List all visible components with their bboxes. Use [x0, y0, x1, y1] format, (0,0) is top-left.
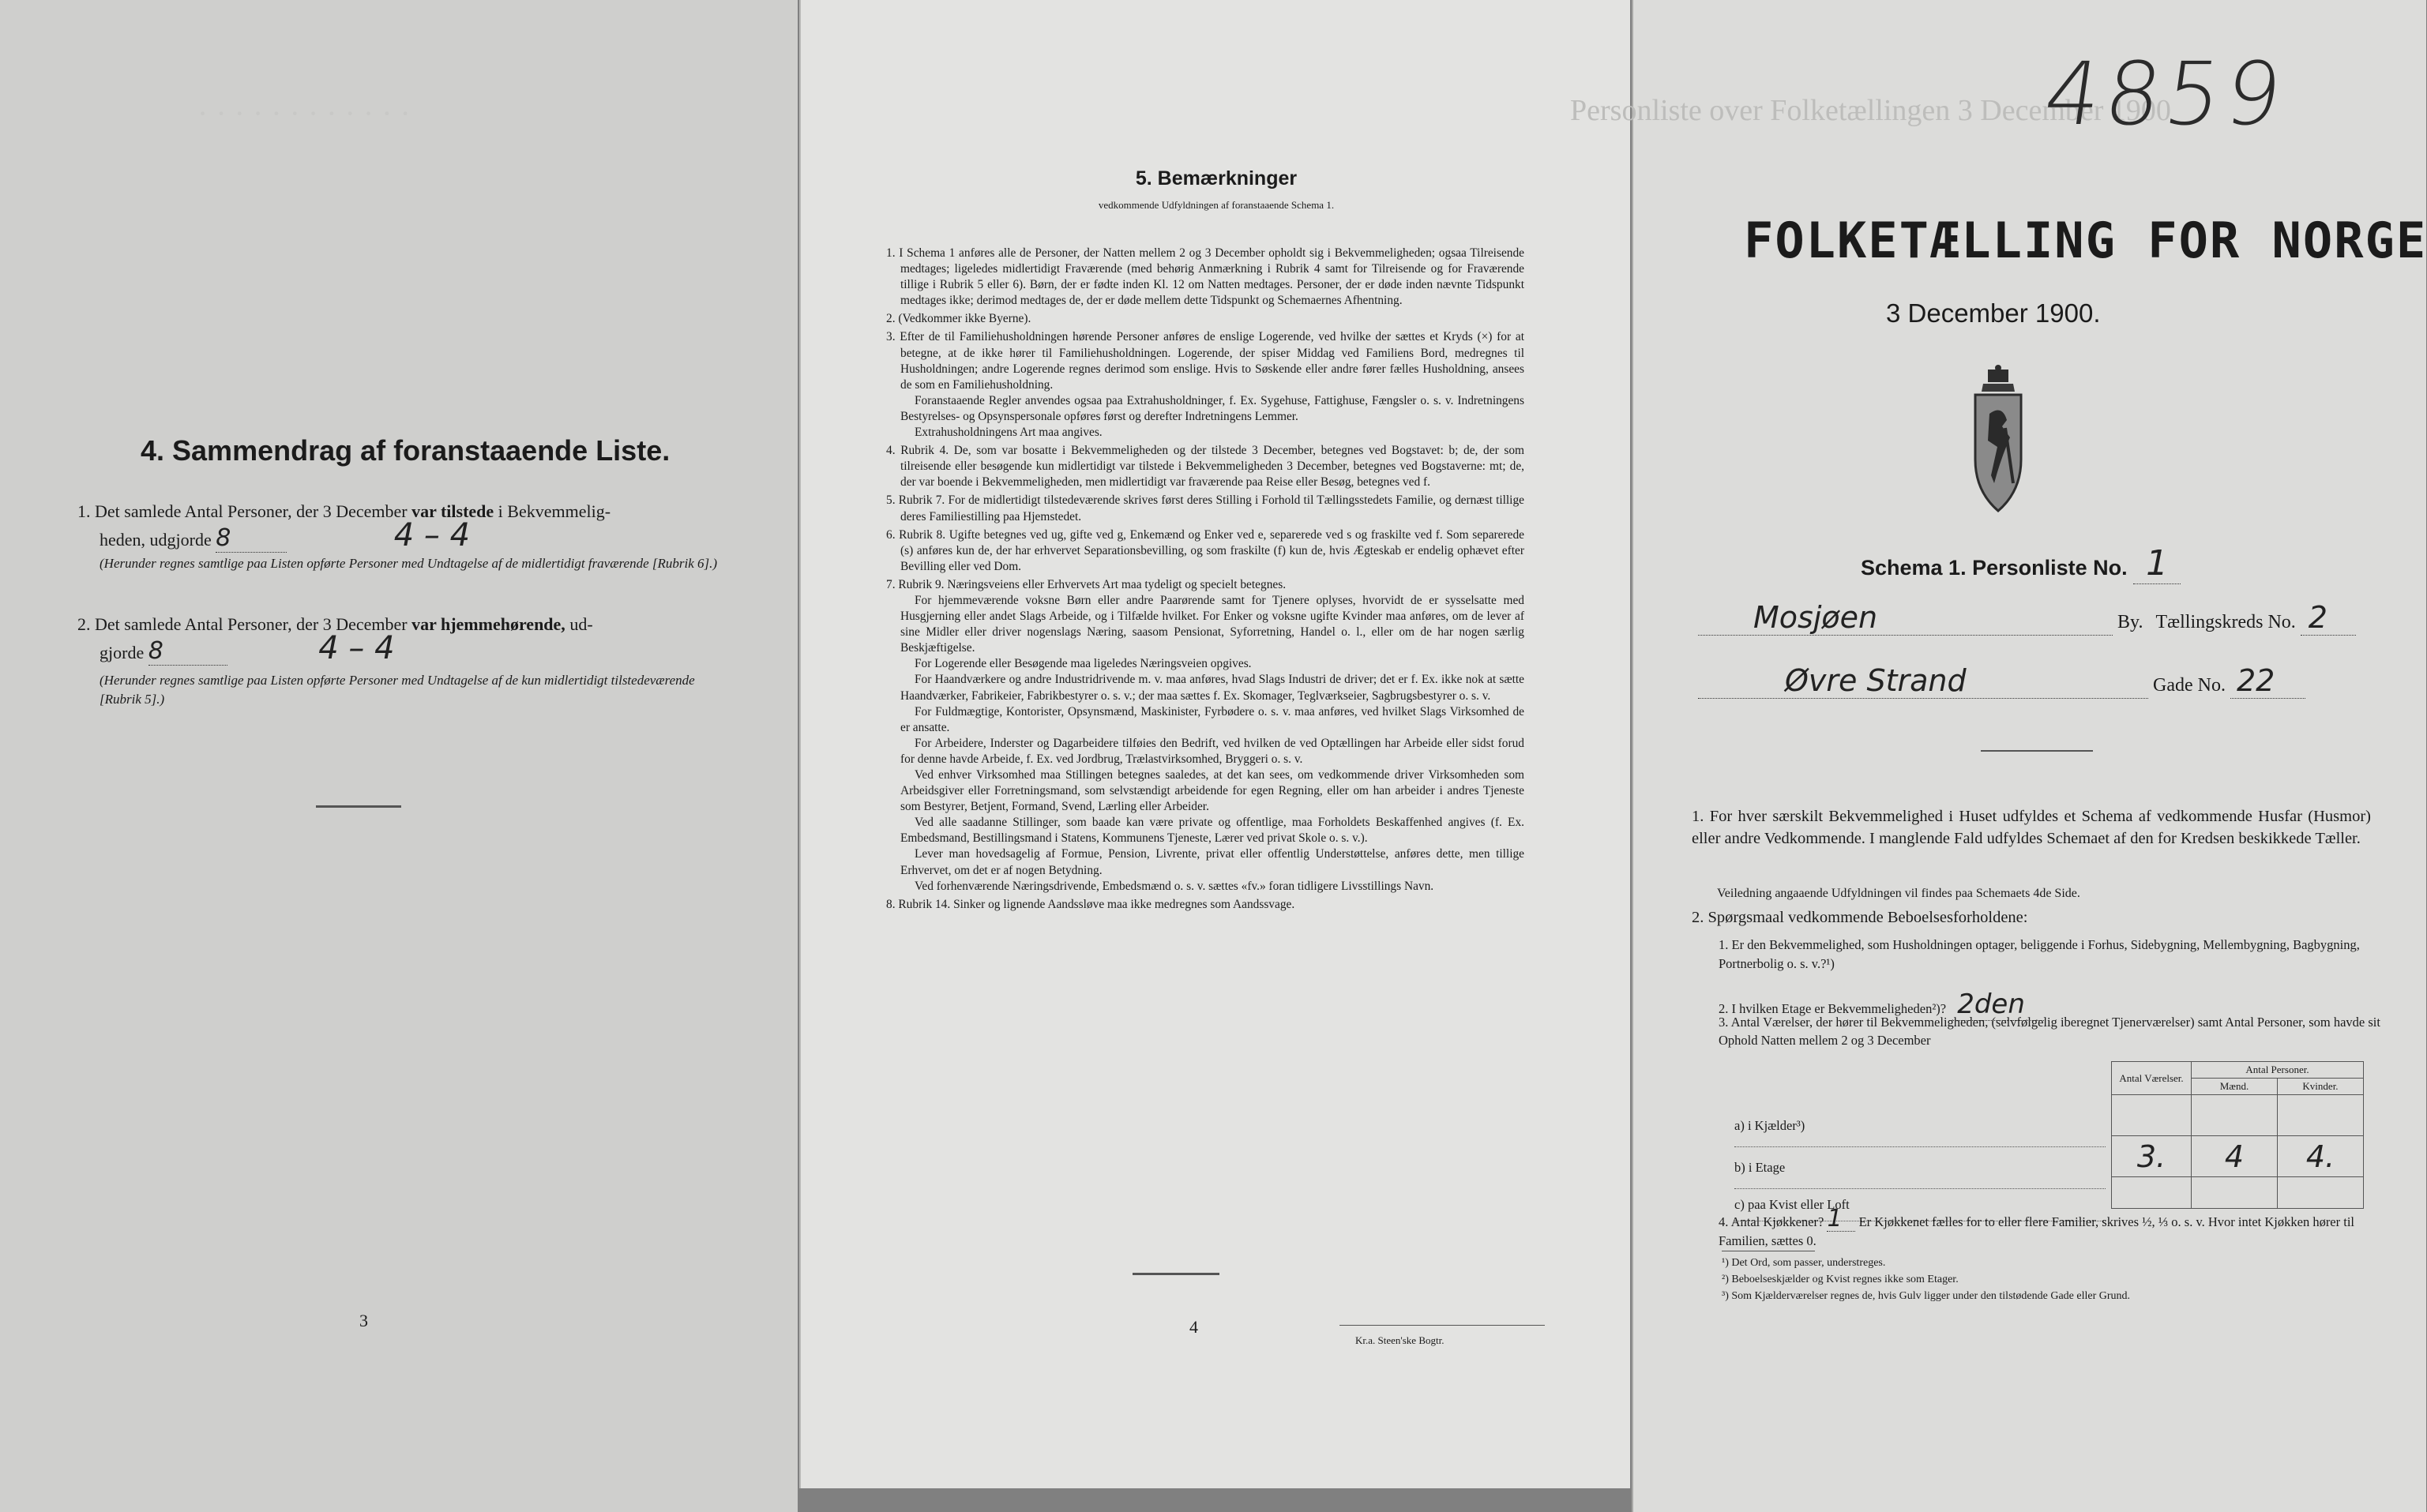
table-row [2112, 1095, 2364, 1136]
handwritten-by: Mosjøen [1753, 600, 1878, 635]
rooms-table [2111, 1061, 2364, 1209]
handwritten-total-1: 8 [216, 524, 231, 552]
remark-paragraph: 6. Rubrik 8. Ugifte betegnes ved ug, gifte ved g, Enkemænd og Enker ved e, separerede ved s og fraskilte ved f. Som separerede (s) anføres kun de, der har erhvervet Separationsbevilling, og som fraskilte (f) kun de, hvis Ægteskab er endelig ophævet efter Bevilling eller ved Dom. [886, 527, 1524, 573]
col-women: Kvinder. [2278, 1079, 2364, 1095]
instruction-2: 2. Spørgsmaal vedkommende Beboelsesforholdene: [1692, 909, 2028, 926]
remark-paragraph: Ved alle saadanne Stillinger, som baade kan være private og offentlige, maa Forholdets Beskaffenhed angives (f. Ex. Embedsmand, Bestillingsmand i Statens, Kommunens Tjeneste, Lærer ved privat Skole o. s. v.). [900, 816, 1524, 846]
remark-paragraph: For Logerende eller Besøgende maa ligeledes Næringsveien opgives. [915, 657, 1252, 671]
page-3 [0, 0, 798, 1512]
remarks-list [886, 243, 1524, 913]
schema-line: Schema 1. Personliste No. 1 [1861, 543, 2181, 584]
remark-paragraph: 4. Rubrik 4. De, som var bosatte i Bekvemmeligheden og der tilstede 3 December, betegnes ved Bogstavet: b; de, der som tilreisende eller besøgende kun midlertidigt var tilstede i Bekvemmeligheden 3 December, betegnes ved Bogstaverne: mt; de, der var boende i Bekvemmeligheden, men midlertidigt var fraværende paa Reise eller Besøg, betegnes ved f. [886, 444, 1524, 490]
handwritten-kitchens: 1 [1827, 1205, 1843, 1232]
question-1: 1. Er den Bekvemmelighed, som Husholdningen optager, beliggende i Forhus, Sidebygning, Mellembygning, Bagbygning, Portnerbolig o. s. v.?¹) [1719, 937, 2360, 971]
remark-paragraph: For Haandværkere og andre Industridrivende m. v. maa anføres, hvad Slags Industri de driver; det er f. Ex. ikke nok at sætte Haandværker, Fabrikeier, Fabrikbestyrer o. s. v.; der maa sættes f. Ex. Skomager, Teglværkseier, Sagbrugsbestyrer o. s. v. [900, 673, 1524, 703]
coat-of-arms-icon [1971, 365, 2026, 519]
footnote-1: ¹) Det Ord, som passer, understreges. [1722, 1257, 1886, 1269]
archive-number: 4859 [2038, 43, 2293, 144]
page-4 [799, 0, 1630, 1488]
remarks-subheading: vedkommende Udfyldningen af foranstaaende Schema 1. [1098, 199, 1335, 211]
form-title: FOLKETÆLLING FOR NORGE [1744, 212, 2427, 269]
remark-paragraph: Lever man hovedsagelig af Formue, Pension, Livrente, privat eller offentlig Understøttelse, anføres dette, men tillige Erhvervet, om det er af nogen Betydning. [900, 847, 1524, 877]
summary-note-1: (Herunder regnes samtlige paa Listen opførte Personer med Undtagelse af de midlertidigt fraværende [Rubrik 6].) [100, 556, 718, 571]
remark-paragraph: Foranstaaende Regler anvendes ogsaa paa Extrahusholdninger, f. Ex. Sygehuse, Fattighuse, Fængsler o. s. v. Indretningens Bestyrelses- og Opsynspersonale opføres først og derefter Indretningens Lemmer. [900, 393, 1524, 423]
page-number-3: 3 [359, 1311, 368, 1330]
remark-paragraph: 5. Rubrik 7. For de midlertidigt tilstedeværende skrives først deres Stilling i Forhold til Tællingsstedets Familie, og dernæst tillige deres Familiestilling paa Hjemstedet. [886, 493, 1524, 523]
col-rooms: Antal Værelser. [2112, 1062, 2192, 1095]
question-2: 2. I hvilken Etage er Bekvemmeligheden²)? 2den [1719, 989, 2044, 1021]
footnote-3: ³) Som Kjælderværelser regnes de, hvis Gulv ligger under den tilstødende Gade eller Grund. [1722, 1290, 2131, 1302]
page-1-cover [1570, 0, 2427, 1512]
question-3: 3. Antal Værelser, der hører til Bekvemmeligheden, (selvfølgelig iberegnet Tjenerværelser) samt Antal Personer, som havde sit Ophold Natten mellem 2 og 3 December [1719, 1015, 2380, 1048]
summary-heading: 4. Sammendrag af foranstaaende Liste. [141, 434, 671, 467]
table-row: 3. 4 4. [2112, 1136, 2364, 1177]
remark-paragraph: 2. (Vedkommer ikke Byerne). [886, 312, 1031, 326]
handwritten-etage: 2den [1957, 989, 2025, 1020]
remark-paragraph: For hjemmeværende voksne Børn eller andre Paarørende samt for Tjenere oplyses, hvorvidt de er sysselsatte med Husgjerning eller andet Slags Arbeide, og i Tilfælde hvilket. For Enker og voksne ugifte Kvinder maa anføres, om de lever af sine Midler eller driver nogenslags Næring, saasom Pensionat, Syforretning, Handel o. l., eller om de har nogen særlig Beskjæftigelse. [900, 593, 1524, 655]
handwritten-personliste-no: 1 [2146, 543, 2169, 583]
divider-rule [1981, 750, 2093, 752]
handwritten-split-2: 4 – 4 [318, 630, 395, 666]
col-persons: Antal Personer. [2192, 1062, 2364, 1079]
bleed-through-text: · · · · · · · · · · · · [197, 96, 411, 131]
question-4: 4. Antal Kjøkkener? 1 Er Kjøkkenet fælles for to eller flere Familier, skrives ½, ⅓ o. s. v. Hvor intet Kjøkken hører til Familien, sættes 0. [1719, 1205, 2355, 1248]
table-row-labels: a) i Kjælder³) b) i Etage c) paa Kvist eller Loft [1734, 1105, 2106, 1221]
remark-paragraph: 1. I Schema 1 anføres alle de Personer, der Natten mellem 2 og 3 December opholdt sig i Bekvemmeligheden; ogsaa Tilreisende medtages; ligeledes midlertidigt Fraværende (med behørig Anmærkning i Rubrik 4 samt for Tilreisende og for Fraværende tillige i Rubrik 5 eller 6). Børn, der er fødte inden Kl. 12 om Natten medtages. Personer, der er døde inden nævnte Tidspunkt medtages ikke; derimod medtages de, der er døde mellem dette Tidspunkt og Schemaernes Afhentning. [886, 246, 1524, 308]
handwritten-gade: Øvre Strand [1785, 663, 1967, 698]
remark-paragraph: 3. Efter de til Familiehusholdningen hørende Personer anføres de enslige Logerende, ved hvilke der sættes et Kryds (×) for at betegne, at de ikke hører til Familiehusholdningen. Logerende, der spiser Middag ved Familiens Bord, medregnes til Husholdningen; andre Logerende regnes derimod som enslige. Hvis to Søskende eller andre fører fælles Husholdning, ansees de som en Familiehusholdning. [886, 330, 1524, 392]
col-men: Mænd. [2192, 1079, 2278, 1095]
summary-note-2: (Herunder regnes samtlige paa Listen opførte Personer med Undtagelse af de kun midlertidigt tilstedeværende [Rubrik 5].) [100, 673, 695, 707]
location-line-2: Øvre Strand Gade No. 22 [1698, 663, 2377, 699]
instruction-1-note: Veiledning angaaende Udfyldningen vil findes paa Schemaets 4de Side. [1717, 887, 2080, 900]
remark-paragraph: For Fuldmægtige, Kontorister, Opsynsmænd, Maskinister, Fyrbødere o. s. v. maa anføres, ved hvilket Slags Virksomhed de er ansatte. [900, 704, 1524, 734]
remark-paragraph: 8. Rubrik 14. Sinker og lignende Aandssløve maa ikke medregnes som Aandssvage. [886, 897, 1295, 911]
divider-rule [316, 805, 401, 808]
remark-paragraph: For Arbeidere, Inderster og Dagarbeidere tilføies den Bedrift, ved hvilken de ved Optællingen har Arbeide eller sidst forud for denne havde Arbeide, f. Ex. ved Jordbrug, Trælastvirksomhed, Bryggeri o. s. v. [900, 736, 1524, 766]
remark-paragraph: 7. Rubrik 9. Næringsveiens eller Erhvervets Art maa tydeligt og specielt betegnes. [886, 577, 1287, 591]
summary-item-2: 2. Det samlede Antal Personer, der 3 December var hjemmehørende, ud- gjorde 8 4 – 4 [77, 614, 593, 666]
remark-paragraph: Extrahusholdningens Art maa angives. [915, 426, 1103, 440]
remark-paragraph: Ved forhenværende Næringsdrivende, Embedsmænd o. s. v. sættes «fv.» foran tidligere Livsstillings Navn. [915, 879, 1434, 893]
summary-item-1: 1. Det samlede Antal Personer, der 3 December var tilstede i Bekvemmelig- heden, udgjorde 8 4 – 4 [77, 501, 611, 553]
bleed-through-text: Personliste over Folketællingen 3 December 1900 [1570, 94, 2171, 127]
handwritten-gade-no: 22 [2236, 663, 2275, 698]
footnote-2: ²) Beboelseskjælder og Kvist regnes ikke som Etager. [1722, 1274, 1959, 1285]
remark-paragraph: Ved enhver Virksomhed maa Stillingen betegnes saaledes, at det kan sees, om vedkommende driver Virksomheden som Arbeidsgiver eller Forretningsmand, som selvstændigt arbeidende for egen Regning, eller om han arbeider i andres Tjeneste som Bestyrer, Betjent, Formand, Svend, Lærling eller Arbeider. [900, 768, 1524, 814]
footnotes [1722, 1251, 2385, 1304]
census-date: 3 December 1900. [1886, 298, 2101, 328]
instruction-1: 1. For hver særskilt Bekvemmelighed i Huset udfyldes et Schema af vedkommende Husfar (Husmor) eller andre Vedkommende. I manglende Fald udfyldes Schemaet af den for Kredsen beskikkede Tæller. [1692, 808, 2371, 847]
remarks-heading: 5. Bemærkninger [1135, 167, 1298, 189]
table-row [2112, 1177, 2364, 1209]
handwritten-split-1: 4 – 4 [393, 517, 471, 553]
page-number-4: 4 [1189, 1317, 1198, 1337]
location-line-1: Mosjøen By. Tællingskreds No. 2 [1698, 600, 2377, 636]
divider-rule [1133, 1273, 1219, 1275]
handwritten-kreds-no: 2 [2308, 600, 2327, 635]
handwritten-total-2: 8 [148, 637, 163, 665]
printer-imprint: Kr.a. Steen'ske Bogtr. [1355, 1334, 1445, 1346]
